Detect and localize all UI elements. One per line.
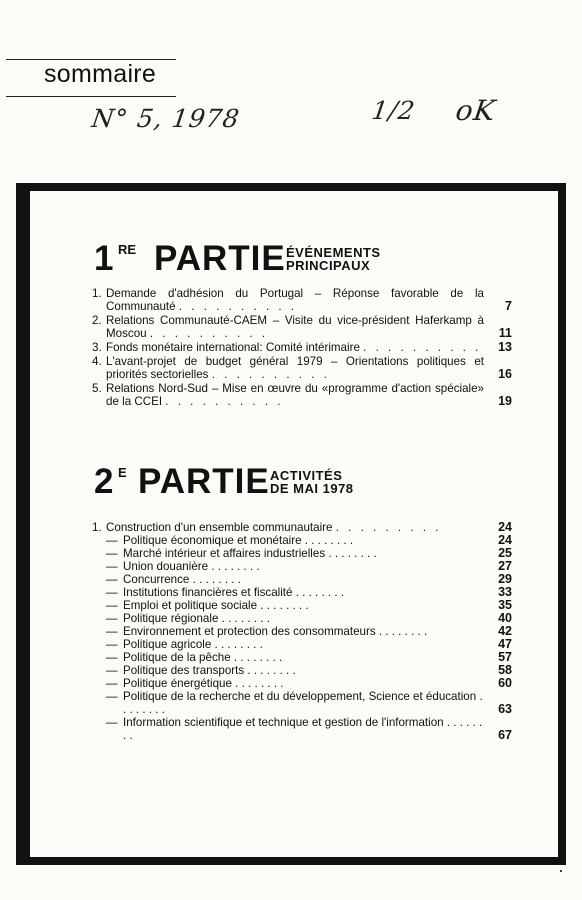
toc-entry-number: 2. (92, 314, 102, 327)
toc-subentry-page: 57 (498, 650, 512, 664)
handwritten-ref-note: 1/2 (369, 96, 418, 125)
toc-entry-text: L'avant-projet de budget général 1979 – Orientations politiques et priorités sectorielles (106, 355, 484, 381)
toc-entry-page: 16 (498, 367, 512, 381)
toc-subentry[interactable]: — Politique énergétique . . . . . . . . 60 (106, 676, 512, 690)
part1-subtitle-line1: ÉVÉNEMENTS (286, 245, 381, 260)
toc-subentry-page: 42 (498, 624, 512, 638)
toc-subentry-page: 63 (498, 702, 512, 716)
toc-subentry-dash: — (106, 560, 118, 573)
scan-speck (560, 870, 562, 872)
toc-subentry-dash: — (106, 573, 118, 586)
toc-subentry-text: Information scientifique et technique et gestion de l'information (123, 716, 444, 729)
toc-subentry-dash: — (106, 625, 118, 638)
toc-subentry-dash: — (106, 716, 118, 729)
contents-frame (16, 183, 566, 865)
toc-subentry-dash: — (106, 612, 118, 625)
part1-toc (92, 287, 512, 409)
toc-subentry[interactable]: — Union douanière . . . . . . . . 27 (106, 559, 512, 573)
toc-subentry-text: Politique des transports (123, 664, 245, 677)
toc-section-text: Construction d'un ensemble communautaire (106, 521, 333, 534)
toc-subentry-text: Politique de la pêche (123, 651, 231, 664)
toc-subentry[interactable]: — Politique des transports . . . . . . . . 58 (106, 663, 512, 677)
toc-subentry-text: Politique énergétique (123, 677, 232, 690)
toc-subentry[interactable]: — Information scientifique et technique et gestion de l'information . . . . . . . . 67 (106, 716, 512, 742)
part2-subtitle-line2: DE MAI 1978 (270, 481, 354, 496)
page-title: sommaire (44, 60, 157, 88)
part1-subtitle-line2: PRINCIPAUX (286, 258, 371, 273)
toc-subentry[interactable]: — Concurrence . . . . . . . . 29 (106, 572, 512, 586)
part2-subtitle-line1: ACTIVITÉS (270, 468, 343, 483)
toc-subentry-text: Environnement et protection des consommateurs (123, 625, 376, 638)
toc-entry-number: 3. (92, 341, 102, 354)
toc-entry-number: 4. (92, 355, 102, 368)
toc-subentry-page: 47 (498, 637, 512, 651)
toc-subentry-page: 33 (498, 585, 512, 599)
toc-entry[interactable]: 1. Demande d'adhésion du Portugal – Réponse favorable de la Communauté . . . . . . . . . . 7 (92, 287, 512, 313)
toc-entry[interactable]: 4. L'avant-projet de budget général 1979 – Orientations politiques et priorités sectorielles . . . . . . . . . . 16 (92, 355, 512, 381)
toc-entry-text: Demande d'adhésion du Portugal – Réponse favorable de la Communauté (106, 287, 484, 313)
toc-entry[interactable]: 5. Relations Nord-Sud – Mise en œuvre du «programme d'action spéciale» de la CCEI . . . . . . . . . . 19 (92, 382, 512, 408)
part2-suffix: E (118, 465, 127, 480)
toc-section[interactable]: 1. Construction d'un ensemble communautaire . . . . . . . . . 24 (92, 520, 512, 534)
toc-entry-number: 5. (92, 382, 102, 395)
toc-subentry[interactable]: — Institutions financières et fiscalité . . . . . . . . 33 (106, 585, 512, 599)
toc-subentry[interactable]: — Politique de la recherche et du développement, Science et éducation . . . . . . . . 63 (106, 690, 512, 716)
toc-subentry-text: Institutions financières et fiscalité (123, 586, 293, 599)
part2-word: PARTIE (138, 462, 270, 501)
handwritten-issue-note: N° 5, 1978 (89, 104, 242, 133)
toc-section-number: 1. (92, 521, 102, 534)
toc-subentry-dash: — (106, 664, 118, 677)
part1-suffix: RE (118, 242, 137, 257)
toc-entry[interactable]: 3. Fonds monétaire international: Comité intérimaire . . . . . . . . . . 13 (92, 340, 512, 354)
toc-entry-page: 7 (505, 299, 512, 313)
toc-subentry-dash: — (106, 547, 118, 560)
toc-subentry[interactable]: — Environnement et protection des consommateurs . . . . . . . . 42 (106, 624, 512, 638)
toc-subentry-dash: — (106, 690, 118, 703)
toc-subentry[interactable]: — Politique régionale . . . . . . . . 40 (106, 611, 512, 625)
toc-subentry-dash: — (106, 586, 118, 599)
part2-subtitle (270, 469, 354, 495)
toc-subentry-text: Emploi et politique sociale (123, 599, 258, 612)
toc-entry-page: 19 (498, 394, 512, 408)
toc-subentry-page: 25 (498, 546, 512, 560)
toc-entry-text: Relations Nord-Sud – Mise en œuvre du «programme d'action spéciale» de la CCEI (106, 382, 484, 408)
part2-number: 2 (94, 462, 114, 501)
toc-subentry-page: 29 (498, 572, 512, 586)
toc-subentry-page: 24 (498, 533, 512, 547)
toc-section-page: 24 (498, 520, 512, 534)
toc-subentry[interactable]: — Emploi et politique sociale . . . . . . . . 35 (106, 598, 512, 612)
toc-subentry-text: Marché intérieur et affaires industrielles (123, 547, 326, 560)
toc-subentry-text: Politique agricole (123, 638, 212, 651)
toc-subentry[interactable]: — Politique économique et monétaire . . . . . . . . 24 (106, 533, 512, 547)
part1-word: PARTIE (154, 239, 286, 278)
toc-subentry[interactable]: — Marché intérieur et affaires industrielles . . . . . . . . 25 (106, 546, 512, 560)
toc-subentry-dash: — (106, 534, 118, 547)
toc-entry[interactable]: 2. Relations Communauté-CAEM – Visite du vice-président Haferkamp à Moscou . . . . . . . . . . 11 (92, 314, 512, 340)
toc-entry-page: 11 (498, 326, 512, 340)
toc-subentry-dash: — (106, 599, 118, 612)
toc-subentry-text: Politique régionale (123, 612, 219, 625)
toc-subentry-text: Concurrence (123, 573, 190, 586)
toc-subentry-dash: — (106, 638, 118, 651)
toc-entry-text: Fonds monétaire international: Comité intérimaire (106, 341, 360, 354)
toc-subentry-text: Politique économique et monétaire (123, 534, 302, 547)
toc-subentry[interactable]: — Politique de la pêche . . . . . . . . 57 (106, 650, 512, 664)
part2-heading (94, 462, 454, 522)
part1-subtitle (286, 246, 381, 272)
toc-subentry-text: Union douanière (123, 560, 209, 573)
part2-toc (92, 521, 512, 742)
toc-subentry-page: 58 (498, 663, 512, 677)
toc-subentry-dash: — (106, 651, 118, 664)
toc-entry-number: 1. (92, 287, 102, 300)
toc-entry-text: Relations Communauté-CAEM – Visite du vice-président Haferkamp à Moscou (106, 314, 484, 340)
toc-subentry-text: Politique de la recherche et du développement, Science et éducation (123, 690, 477, 703)
toc-subentry-page: 67 (498, 728, 512, 742)
toc-subentry-page: 35 (498, 598, 512, 612)
toc-entry-page: 13 (498, 340, 512, 354)
header-rule-bottom (6, 96, 176, 97)
toc-subentry-dash: — (106, 677, 118, 690)
handwritten-ok-note: oK (453, 94, 499, 127)
toc-subentry[interactable]: — Politique agricole . . . . . . . . 47 (106, 637, 512, 651)
toc-subentry-page: 60 (498, 676, 512, 690)
part1-number: 1 (94, 239, 114, 278)
toc-subentry-page: 40 (498, 611, 512, 625)
toc-subentry-page: 27 (498, 559, 512, 573)
